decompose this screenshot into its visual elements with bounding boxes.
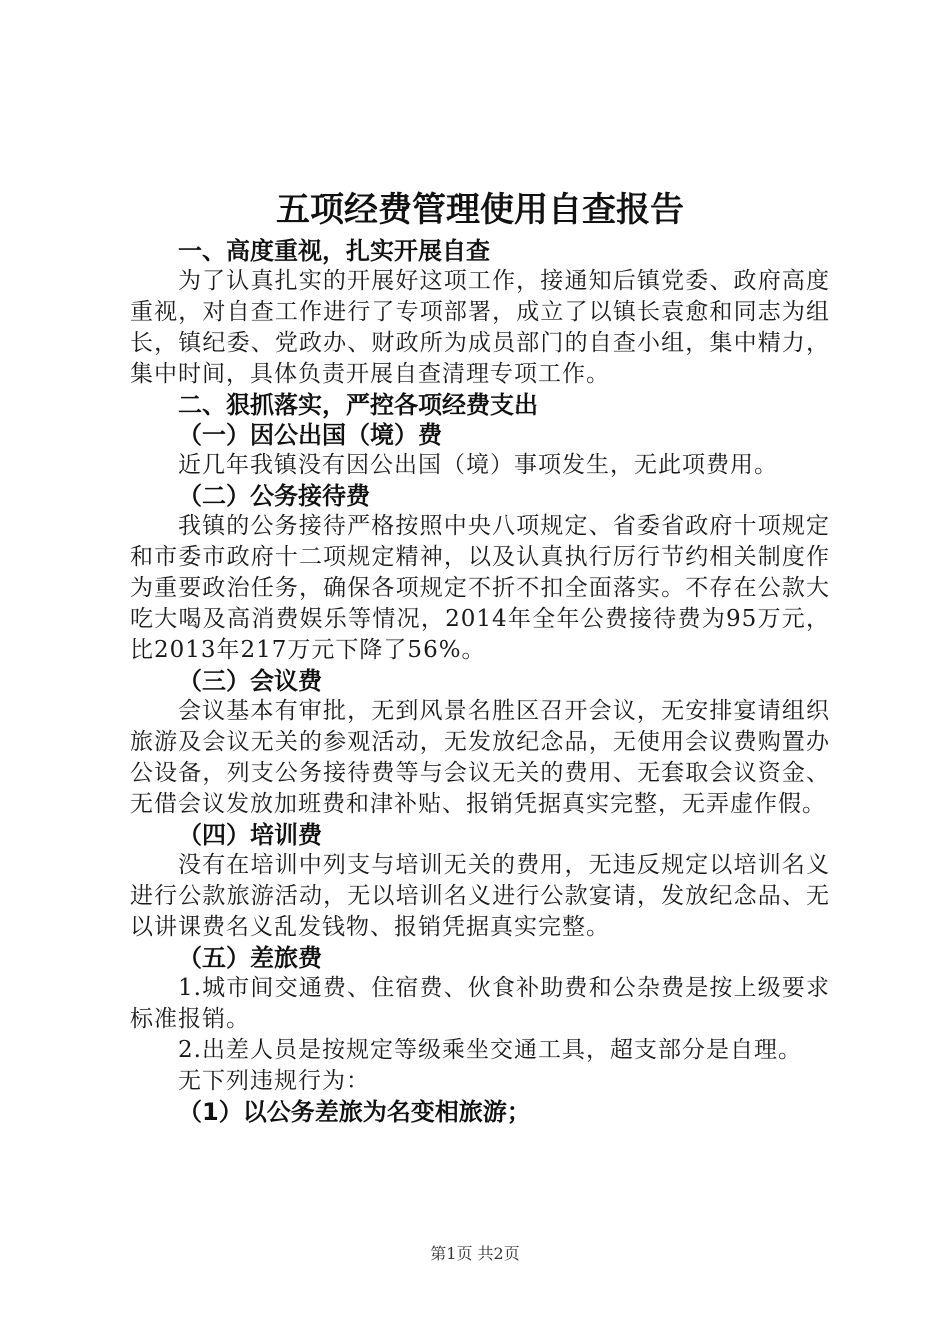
subsection-heading: （一）因公出国（境）费: [178, 421, 442, 449]
document-title: 五项经费管理使用自查报告: [276, 190, 684, 230]
list-item-heading: （1）以公务差旅为名变相旅游；: [178, 1098, 531, 1126]
body-paragraph: 我镇的公务接待严格按照中央八项规定、省委省政府十项规定和市委市政府十二项规定精神，以及认真执行厉行节约相关制度作为重要政治任务，确保各项规定不折不扣全面落实。不存在公款大吃大喝及高消费娱乐等情况，2014年全年公费接待费为95万元，比2013年217万元下降了56%。: [130, 513, 830, 663]
body-paragraph: 没有在培训中列支与培训无关的费用，无违反规定以培训名义进行公款旅游活动，无以培训名义进行公款宴请，发放纪念品、无以讲课费名义乱发钱物、报销凭据真实完整。: [130, 852, 830, 940]
body-paragraph: 为了认真扎实的开展好这项工作，接通知后镇党委、政府高度重视，对自查工作进行了专项部署，成立了以镇长袁愈和同志为组长，镇纪委、党政办、财政所为成员部门的自查小组，集中精力，集中时间，具体负责开展自查清理专项工作。: [130, 268, 830, 387]
subsection-heading: （四）培训费: [178, 821, 322, 849]
section-heading: 一、高度重视，扎实开展自查: [178, 237, 490, 265]
body-paragraph: 无下列违规行为：: [178, 1068, 370, 1094]
body-paragraph: 近几年我镇没有因公出国（境）事项发生，无此项费用。: [178, 452, 778, 478]
page-number-footer: 第1页 共2页: [430, 1244, 520, 1263]
subsection-heading: （五）差旅费: [178, 944, 322, 972]
document-body: [130, 188, 830, 1127]
subsection-heading: （三）会议费: [178, 667, 322, 695]
subsection-heading: （二）公务接待费: [178, 482, 370, 510]
body-paragraph: 2.出差人员是按规定等级乘坐交通工具，超支部分是自理。: [178, 1037, 802, 1063]
body-paragraph: 会议基本有审批，无到风景名胜区召开会议，无安排宴请组织旅游及会议无关的参观活动，无发放纪念品，无使用会议费购置办公设备，列支公务接待费等与会议无关的费用、无套取会议资金、无借会议发放加班费和津补贴、报销凭据真实完整，无弄虚作假。: [130, 698, 830, 817]
section-heading: 二、狠抓落实，严控各项经费支出: [178, 391, 538, 419]
body-paragraph: 1.城市间交通费、住宿费、伙食补助费和公杂费是按上级要求标准报销。: [130, 975, 830, 1032]
